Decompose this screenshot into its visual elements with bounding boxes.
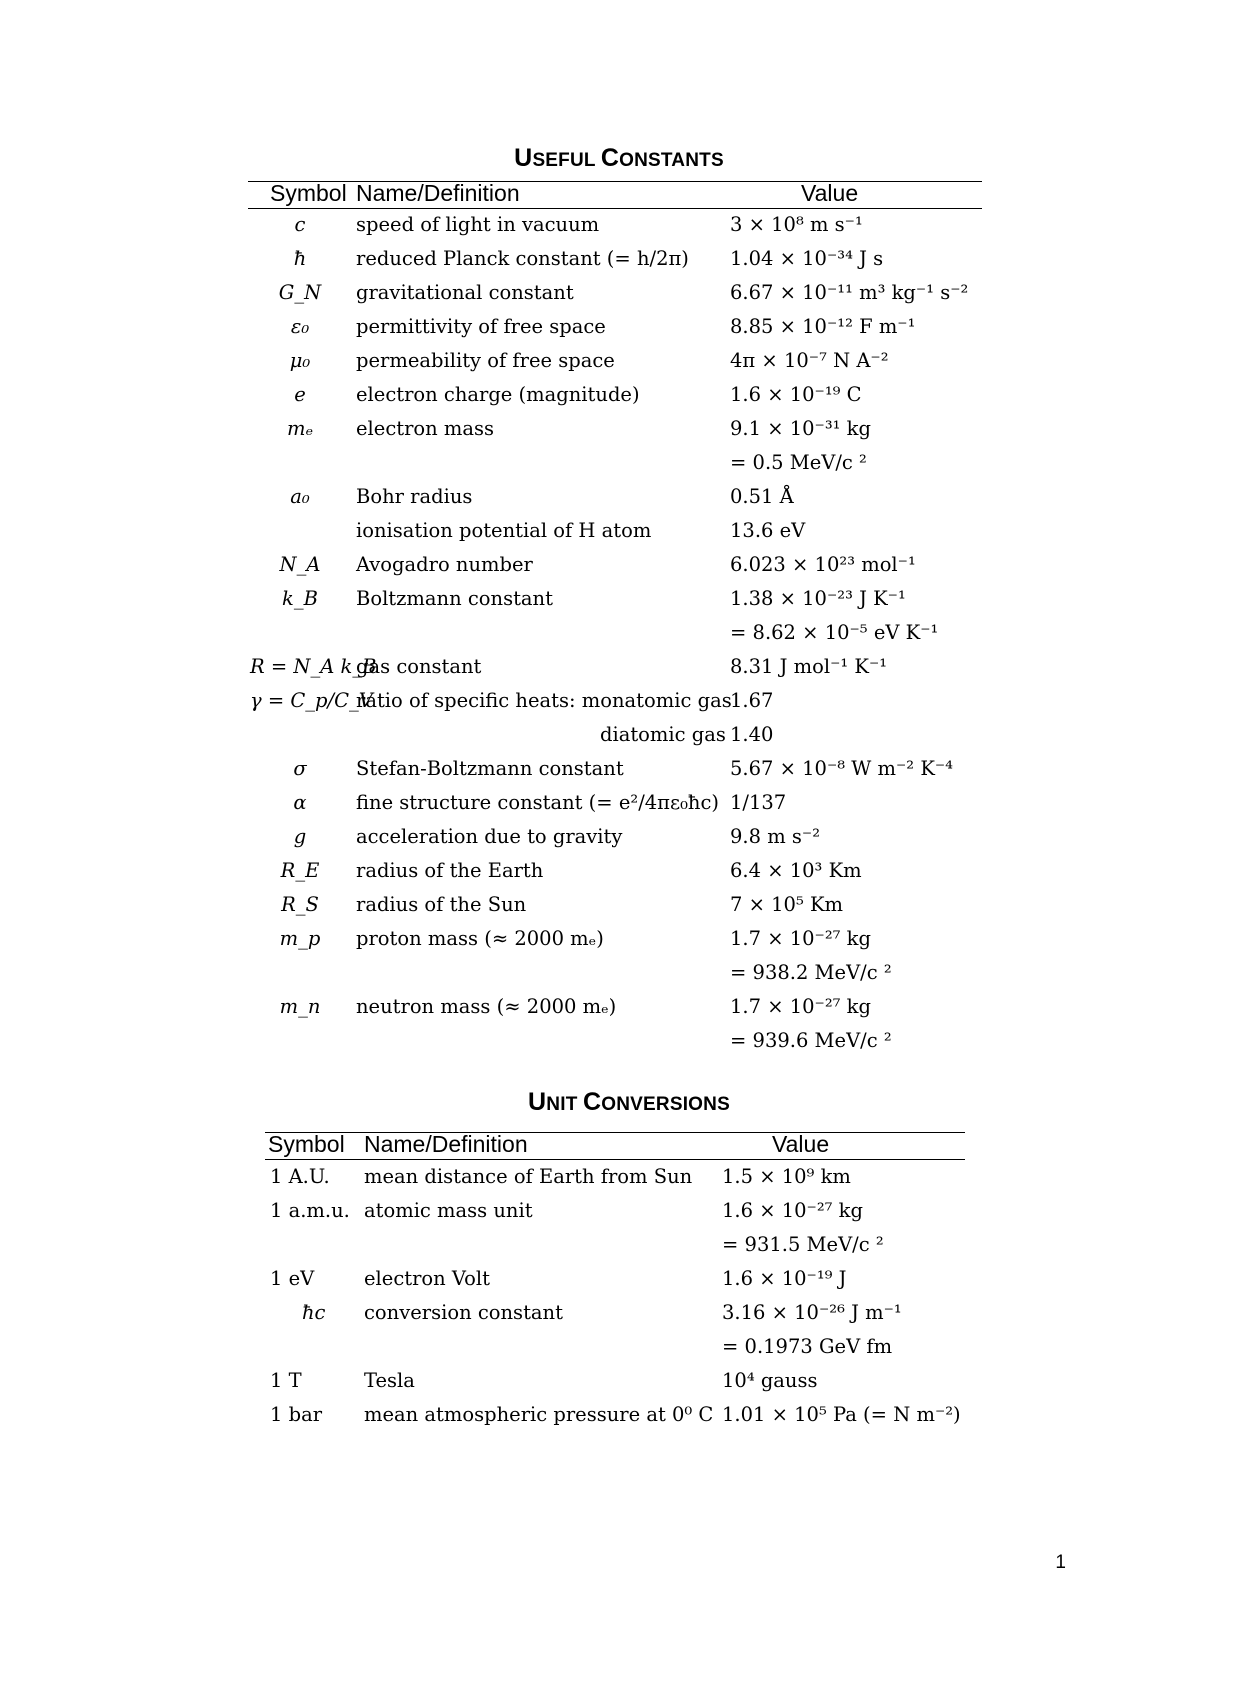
row-name: diatomic gas — [600, 723, 726, 746]
table-row — [0, 380, 1238, 414]
row-name: fine structure constant (= e²/4πε₀ħc) — [356, 791, 719, 814]
row-value: = 938.2 MeV/c ² — [730, 961, 892, 984]
table-row — [0, 754, 1238, 788]
row-name: conversion constant — [364, 1301, 563, 1324]
row-name: speed of light in vacuum — [356, 213, 600, 236]
table-row — [0, 1366, 1238, 1400]
row-value: 4π × 10⁻⁷ N A⁻² — [730, 349, 889, 372]
row-name: radius of the Earth — [356, 859, 544, 882]
row-symbol: ε₀ — [290, 315, 310, 338]
row-value: 0.51 Å — [730, 485, 794, 508]
row-value: 1.67 — [730, 689, 774, 712]
row-value: 13.6 eV — [730, 519, 806, 542]
row-name: Stefan-Boltzmann constant — [356, 757, 624, 780]
title-part: ONSTANTS — [619, 150, 724, 171]
row-name: permeability of free space — [356, 349, 615, 372]
row-symbol: 1 T — [270, 1369, 302, 1392]
row-name: ratio of specific heats: monatomic gas — [356, 689, 732, 712]
row-value: 1.38 × 10⁻²³ J K⁻¹ — [730, 587, 906, 610]
row-symbol: σ — [293, 757, 307, 780]
row-value: 1.01 × 10⁵ Pa (= N m⁻²) — [722, 1403, 961, 1426]
row-name: mean atmospheric pressure at 0⁰ C — [364, 1403, 714, 1426]
row-symbol: mₑ — [286, 417, 314, 440]
title-part: NIT — [546, 1094, 583, 1115]
header-value: Value — [801, 180, 859, 206]
table-row — [0, 1162, 1238, 1196]
table-row — [0, 482, 1238, 516]
table-row — [0, 1298, 1238, 1332]
row-value: 5.67 × 10⁻⁸ W m⁻² K⁻⁴ — [730, 757, 953, 780]
table-row — [0, 414, 1238, 448]
row-symbol: R_E — [280, 859, 320, 882]
row-name: mean distance of Earth from Sun — [364, 1165, 693, 1188]
table-row — [0, 652, 1238, 686]
table-row — [0, 822, 1238, 856]
table-row — [0, 720, 1238, 754]
row-symbol: ħc — [302, 1301, 326, 1324]
table-row — [0, 890, 1238, 924]
row-value: = 939.6 MeV/c ² — [730, 1029, 892, 1052]
row-name: electron mass — [356, 417, 495, 440]
constants-title — [0, 144, 1238, 173]
row-value: 1.04 × 10⁻³⁴ J s — [730, 247, 884, 270]
title-part: SEFUL — [532, 150, 601, 171]
row-symbol: m_n — [279, 995, 321, 1018]
table-row — [0, 686, 1238, 720]
row-value: 9.8 m s⁻² — [730, 825, 821, 848]
row-symbol: G_N — [278, 281, 322, 304]
row-value: = 0.1973 GeV fm — [722, 1335, 893, 1358]
row-symbol: 1 bar — [270, 1403, 323, 1426]
row-value: 1.6 × 10⁻²⁷ kg — [722, 1199, 863, 1222]
row-name: electron Volt — [364, 1267, 490, 1290]
table-row — [0, 856, 1238, 890]
row-name: radius of the Sun — [356, 893, 527, 916]
row-value: = 0.5 MeV/c ² — [730, 451, 867, 474]
row-value: 6.4 × 10³ Km — [730, 859, 862, 882]
table-row — [0, 448, 1238, 482]
table-row — [0, 312, 1238, 346]
row-value: 9.1 × 10⁻³¹ kg — [730, 417, 871, 440]
row-name: reduced Planck constant (= h/2π) — [356, 247, 689, 270]
row-name: Boltzmann constant — [356, 587, 553, 610]
table-row — [0, 278, 1238, 312]
title-part: C — [582, 1088, 602, 1116]
row-symbol: 1 eV — [270, 1267, 315, 1290]
table-row — [0, 1400, 1238, 1434]
table-row — [0, 992, 1238, 1026]
row-value: 3 × 10⁸ m s⁻¹ — [730, 213, 863, 236]
row-symbol: a₀ — [290, 485, 310, 508]
row-symbol: c — [294, 213, 306, 236]
table-row — [0, 1332, 1238, 1366]
row-symbol: R = N_A k_B — [250, 655, 377, 678]
table-row — [0, 924, 1238, 958]
row-name: electron charge (magnitude) — [356, 383, 640, 406]
table-row — [0, 244, 1238, 278]
row-symbol: m_p — [279, 927, 321, 950]
row-symbol: μ₀ — [289, 349, 311, 372]
row-value: 10⁴ gauss — [722, 1369, 818, 1392]
header-name: Name/Definition — [356, 180, 520, 206]
table-row — [0, 584, 1238, 618]
conv-header-value: Value — [772, 1131, 830, 1157]
row-symbol: 1 A.U. — [270, 1165, 330, 1188]
row-value: 6.023 × 10²³ mol⁻¹ — [730, 553, 916, 576]
row-name: atomic mass unit — [364, 1199, 533, 1222]
row-symbol: g — [293, 825, 307, 848]
row-value: 8.85 × 10⁻¹² F m⁻¹ — [730, 315, 916, 338]
table-row — [0, 1026, 1238, 1060]
row-value: 3.16 × 10⁻²⁶ J m⁻¹ — [722, 1301, 902, 1324]
header-symbol: Symbol — [270, 180, 347, 206]
row-symbol: k_B — [282, 587, 318, 610]
row-name: Bohr radius — [356, 485, 473, 508]
row-value: = 8.62 × 10⁻⁵ eV K⁻¹ — [730, 621, 939, 644]
row-symbol: R_S — [281, 893, 319, 916]
row-symbol: N_A — [279, 553, 321, 576]
row-name: Tesla — [364, 1369, 415, 1392]
row-value: 6.67 × 10⁻¹¹ m³ kg⁻¹ s⁻² — [730, 281, 969, 304]
row-name: ionisation potential of H atom — [356, 519, 652, 542]
title-part: U — [514, 144, 533, 172]
table-row — [0, 1264, 1238, 1298]
row-symbol: γ = C_p/C_V — [250, 689, 373, 712]
row-name: neutron mass (≈ 2000 mₑ) — [356, 995, 617, 1018]
row-value: 1.6 × 10⁻¹⁹ J — [722, 1267, 847, 1290]
row-value: = 931.5 MeV/c ² — [722, 1233, 884, 1256]
row-name: gas constant — [356, 655, 482, 678]
header-rule-bottom — [248, 208, 982, 209]
row-value: 1.7 × 10⁻²⁷ kg — [730, 995, 871, 1018]
table-row — [0, 516, 1238, 550]
row-symbol: α — [293, 791, 307, 814]
conv-header-rule-bottom — [265, 1159, 965, 1160]
table-row — [0, 788, 1238, 822]
table-row — [0, 346, 1238, 380]
row-value: 1.5 × 10⁹ km — [722, 1165, 851, 1188]
table-row — [0, 1196, 1238, 1230]
table-row — [0, 210, 1238, 244]
table-row — [0, 1230, 1238, 1264]
row-value: 7 × 10⁵ Km — [730, 893, 844, 916]
row-value: 8.31 J mol⁻¹ K⁻¹ — [730, 655, 888, 678]
table-row — [0, 618, 1238, 652]
row-value: 1.6 × 10⁻¹⁹ C — [730, 383, 862, 406]
conv-header-symbol: Symbol — [268, 1131, 345, 1157]
title-part: ONVERSIONS — [601, 1094, 730, 1115]
row-name: gravitational constant — [356, 281, 574, 304]
row-value: 1/137 — [730, 791, 787, 814]
row-symbol: e — [294, 383, 306, 406]
title-part: U — [528, 1088, 547, 1116]
page-number: 1 — [1055, 1552, 1066, 1573]
title-part: C — [600, 144, 620, 172]
conversions-title — [10, 1088, 1238, 1117]
row-value: 1.40 — [730, 723, 774, 746]
row-name: Avogadro number — [356, 553, 533, 576]
row-value: 1.7 × 10⁻²⁷ kg — [730, 927, 871, 950]
row-name: permittivity of free space — [356, 315, 606, 338]
table-row — [0, 958, 1238, 992]
row-name: acceleration due to gravity — [356, 825, 623, 848]
row-name: proton mass (≈ 2000 mₑ) — [356, 927, 604, 950]
row-symbol: ħ — [293, 247, 307, 270]
row-symbol: 1 a.m.u. — [270, 1199, 350, 1222]
table-row — [0, 550, 1238, 584]
conv-header-name: Name/Definition — [364, 1131, 528, 1157]
